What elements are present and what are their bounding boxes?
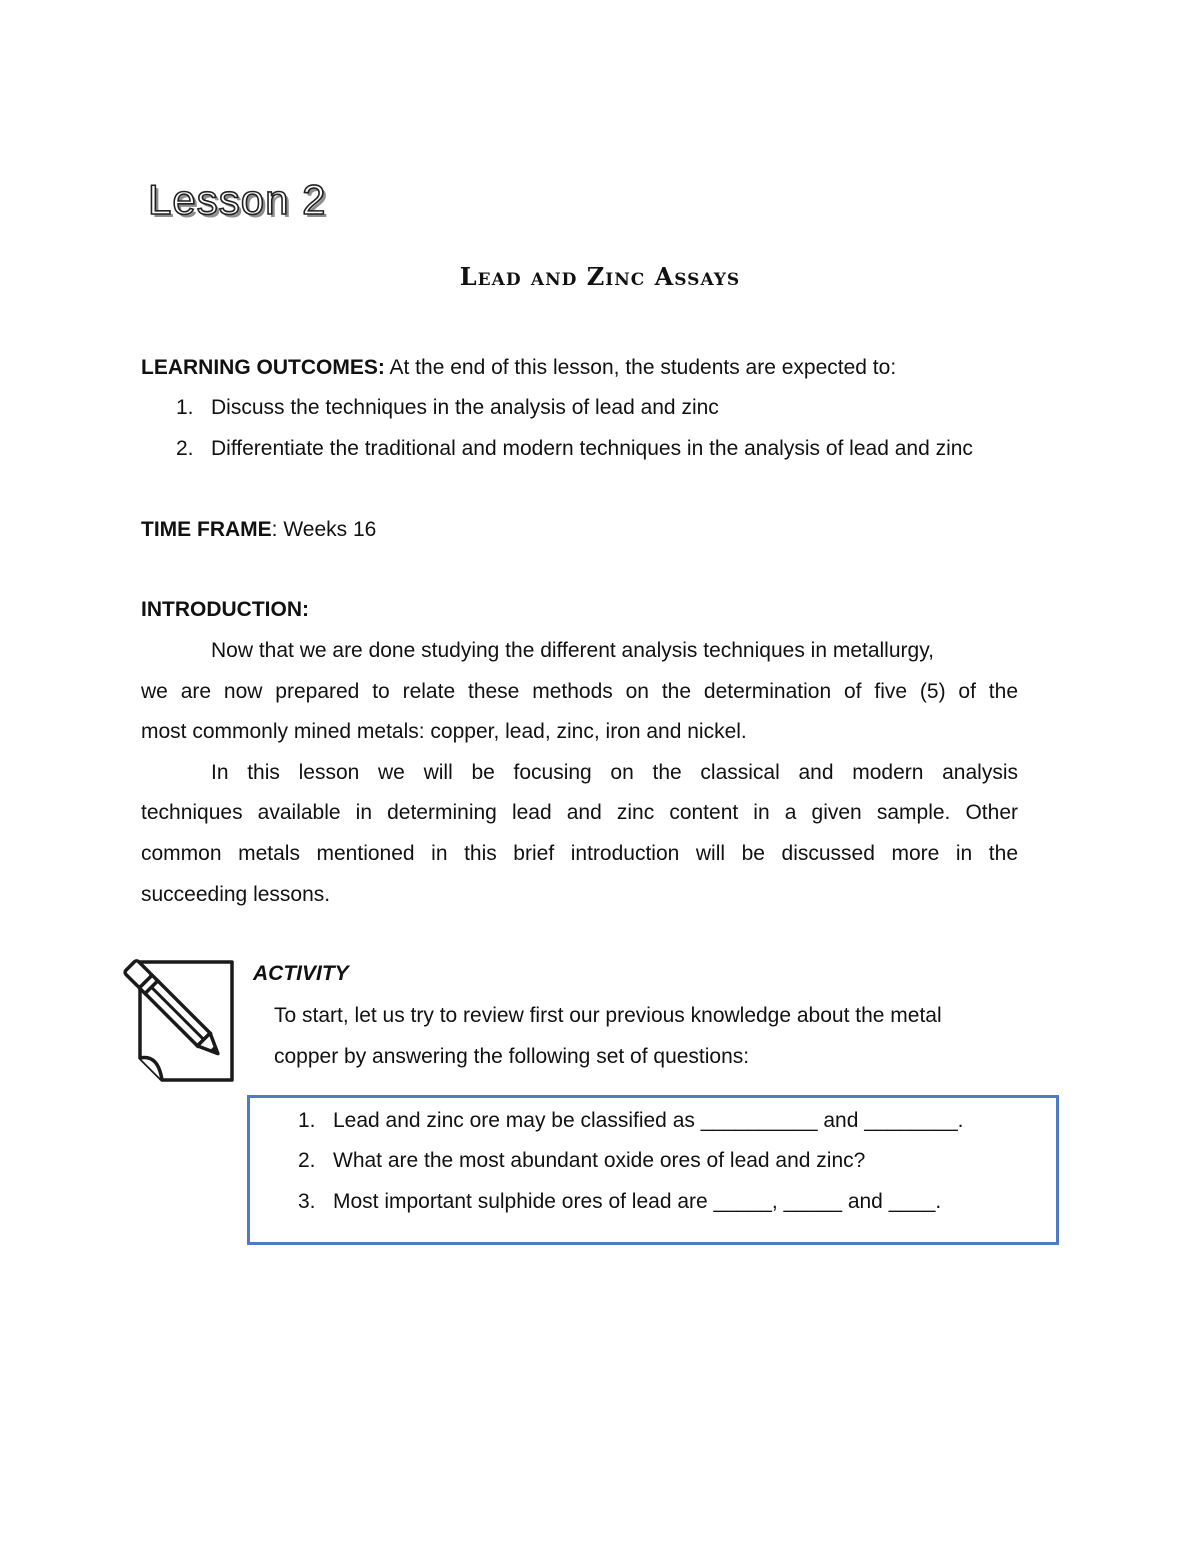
introduction-line: In this lesson we will be focusing on the classical and modern analysis [211, 761, 1018, 784]
time-frame-line [141, 518, 376, 542]
introduction-label: INTRODUCTION: [141, 598, 309, 621]
introduction-line: we are now prepared to relate these methods on the determination of five (5) of the [141, 680, 1018, 703]
document-title: Lead and Zinc Assays [459, 262, 741, 291]
introduction-line: techniques available in determining lead and zinc content in a given sample. Other [141, 801, 1018, 824]
learning-outcomes-label: LEARNING OUTCOMES: [141, 356, 385, 379]
activity-line: To start, let us try to review first our previous knowledge about the metal [274, 1004, 942, 1027]
question-number: 2. [298, 1149, 316, 1172]
activity-label: ACTIVITY [253, 962, 349, 985]
question-number: 1. [298, 1109, 316, 1132]
question-text: Most important sulphide ores of lead are _____, _____ and ____. [333, 1190, 942, 1213]
learning-outcomes-intro: At the end of this lesson, the students are expected to: [384, 356, 897, 379]
outcome-number: 1. [176, 396, 194, 419]
time-frame-value: : Weeks 16 [271, 518, 377, 541]
introduction-line: succeeding lessons. [141, 883, 331, 906]
outcome-text: Differentiate the traditional and modern techniques in the analysis of lead and zinc [211, 437, 973, 460]
outcome-text: Discuss the techniques in the analysis of lead and zinc [211, 396, 719, 419]
outcome-number: 2. [176, 437, 194, 460]
pencil-on-paper-icon [118, 958, 238, 1084]
question-text: Lead and zinc ore may be classified as __________ and ________. [333, 1109, 964, 1132]
lesson-heading: Lesson 2 [148, 176, 327, 223]
question-text: What are the most abundant oxide ores of lead and zinc? [333, 1149, 866, 1172]
time-frame-label: TIME FRAME [141, 518, 272, 541]
introduction-line: common metals mentioned in this brief introduction will be discussed more in the [141, 842, 1018, 865]
activity-line: copper by answering the following set of questions: [274, 1045, 750, 1068]
introduction-line: Now that we are done studying the different analysis techniques in metallurgy, [211, 639, 934, 662]
question-number: 3. [298, 1190, 316, 1213]
introduction-line: most commonly mined metals: copper, lead, zinc, iron and nickel. [141, 720, 747, 743]
learning-outcomes-line [141, 356, 896, 380]
